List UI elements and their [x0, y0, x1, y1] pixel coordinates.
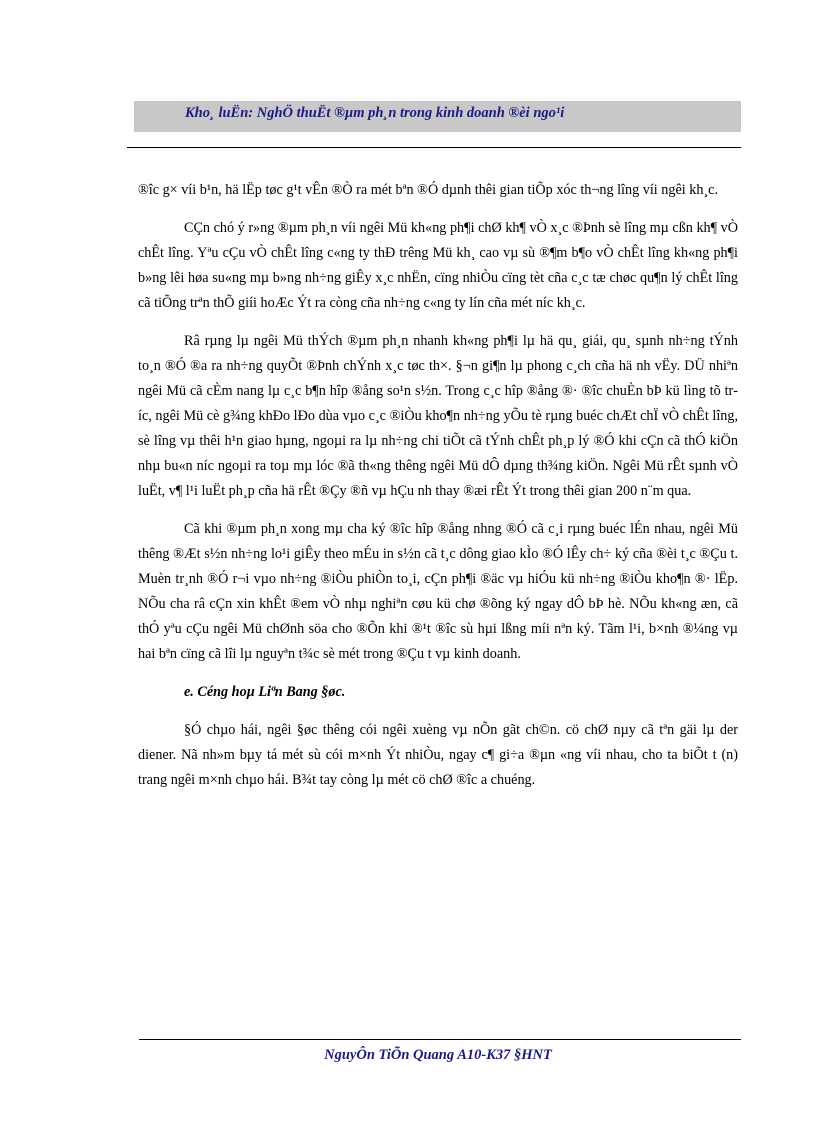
header-divider [127, 147, 741, 148]
paragraph-2: CÇn chó ý r»ng ®µm ph¸n víi ngêi Mü kh«ng ph¶i chØ kh¶ vÒ x¸c ®Þnh sè lîng mµ cßn kh¶ vÒ chÊt lîng. Yªu cÇu vÒ chÊt lîng c«ng ty thÐ trêng Mü kh¸ cao vµ sù ®¶m b¶o vÒ chÊt lîng kh«ng ph¶i b»ng lêi høa su«ng mµ b»ng nh÷ng giÊy x¸c nhËn, cïng nhiÒu cïng tèt cña c¸c tæ chøc qu¶n lý chÊt lîng cã tiÕng trªn thÕ giíi hoÆc Ýt ra còng cña nh÷ng c«ng ty lín cña mét níc kh¸c. [138, 220, 738, 311]
document-body [138, 178, 738, 806]
paragraph-5: §Ó chµo hái, ngêi §øc thêng cói ngêi xuèng vµ nÕn gãt ch©n. cö chØ nµy cã tªn gäi lµ der diener. Nã nh»m bµy tá mét sù cói m×nh Ýt nhiÒu, ngay c¶ gi÷a ®µn «ng víi nhau, cho ta biÕt t (n) trang ngêi m×nh chµo hái. B¾t tay còng lµ mét cö chØ ®îc a chuéng. [138, 722, 738, 788]
footer-divider [139, 1039, 741, 1040]
section-subheading: e. Céng hoµ Liªn Bang §øc. [184, 684, 346, 700]
paragraph-1: ®îc g× víi b¹n, hä lËp tøc g¹t vÊn ®Ò ra mét bªn ®Ó dµnh thêi gian tiÕp xóc th¬ng lîng víi ngêi kh¸c. [138, 182, 718, 198]
paragraph-3: Râ rµng lµ ngêi Mü thÝch ®µm ph¸n nhanh kh«ng ph¶i lµ hä qu¸ giái, qu¸ sµnh nh÷ng tÝnh to¸n ®Ó ®a ra nh÷ng quyÕt ®Þnh chÝnh x¸c tøc th×. §¬n gi¶n lµ phong c¸ch cña hä nh vËy. DÜ nhiªn ngêi Mü cã cÈm nang lµ c¸c b¶n hîp ®ång so¹n s½n. Trong c¸c hîp ®ång ®· ®îc chuÈn bÞ kü lìng tõ tríc, ngêi Mü cè g¾ng khÐo lÐo dùa vµo c¸c ®iÒu kho¶n nh÷ng yÕu tè rµng buéc chÆt chÏ vÒ chÊt lîng, sè lîng vµ thêi h¹n giao hµng, ngoµi ra lµ nh÷ng chi tiÕt cã tÝnh chÊt ph¸p lý ®Ó khi cÇn cã thÓ kiÖn nhµ bu«n níc ngoµi ra toµ mµ lóc ®ã th«ng thêng ngêi Mü dÔ dµng th¾ng kiÖn. Ngêi Mü rÊt sµnh vÒ luËt, v¶ l¹i luËt ph¸p cña hä rÊt ®Çy ®ñ vµ hÇu nh thay ®æi rÊt Ýt trong thêi gian 200 n¨m qua. [138, 333, 738, 499]
page-footer: NguyÔn TiÕn Quang A10-K37 §HNT [324, 1047, 552, 1063]
page-header-title: Kho¸ luËn: NghÖ thuËt ®µm ph¸n trong kinh doanh ®èi ngo¹i [185, 105, 565, 121]
paragraph-4: Cã khi ®µm ph¸n xong mµ cha ký ®îc hîp ®ång nhng ®Ó cã c¸i rµng buéc lÉn nhau, ngêi Mü thêng ®Æt s½n nh÷ng lo¹i giÊy theo mÉu in s½n cã t¸c dông giao kÌo ®Ó lÊy ch÷ ký cña ®èi t¸c ®Çu t. Muèn tr¸nh ®Ó r¬i vµo nh÷ng ®iÒu phiÒn to¸i, cÇn ph¶i ®äc vµ hiÓu kü nh÷ng ®iÒu kho¶n ®· lËp. NÕu cha râ cÇn xin khÊt ®em vÒ nhµ nghiªn cøu kü chø ®õng ký ngay dÔ bÞ hè. NÕu kh«ng æn, cã thÓ yªu cÇu ngêi Mü chØnh söa cho ®Õn khi ®¹t ®îc sù hµi lßng míi nªn ký. Tãm l¹i, b×nh ®¼ng vµ hai bªn cïng cã lîi lµ nguyªn t¾c sè mét trong ®Çu t vµ kinh doanh. [138, 521, 738, 662]
